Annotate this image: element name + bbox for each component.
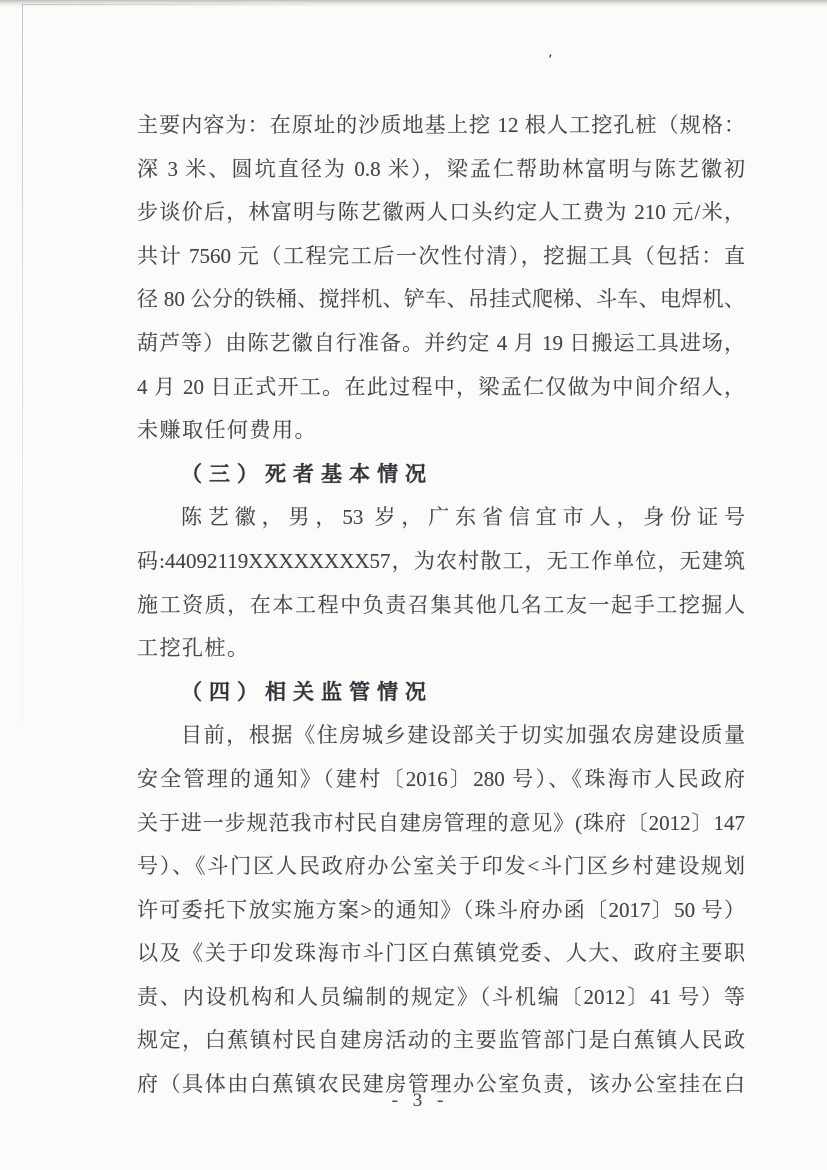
text-line: 葫芦等）由陈艺徽自行准备。并约定 4 月 19 日搬运工具进场，	[137, 330, 745, 355]
text-line: 步谈价后，林富明与陈艺徽两人口头约定人工费为 210 元/米，	[137, 200, 745, 225]
text-line: 许可委托下放实施方案>的通知》（珠斗府办函〔2017〕50 号）	[137, 897, 745, 922]
text-line: 责、内设机构和人员编制的规定》（斗机编〔2012〕41 号）等	[137, 984, 745, 1009]
text-line: 共计 7560 元（工程完工后一次性付清），挖掘工具（包括：直	[137, 243, 745, 268]
text-line: 以及《关于印发珠海市斗门区白蕉镇党委、人大、政府主要职	[137, 941, 745, 966]
page-number: - 3 -	[391, 1090, 449, 1111]
scan-speck-artifact: ’	[548, 53, 553, 69]
text-line: 码:44092119XXXXXXXX57，为农村散工，无工作单位，无建筑	[137, 548, 745, 573]
text-line: 未赚取任何费用。	[137, 418, 317, 443]
section-heading-4: （四）相关监管情况	[181, 679, 433, 704]
text-line: 关于进一步规范我市村民自建房管理的意见》(珠府〔2012〕147	[137, 810, 745, 835]
text-line: 施工资质，在本工程中负责召集其他几名工友一起手工挖掘人	[137, 592, 745, 617]
scan-left-page-edge	[22, 4, 23, 784]
scan-top-page-edge	[22, 4, 322, 5]
text-line: 深 3 米、圆坑直径为 0.8 米），梁孟仁帮助林富明与陈艺徽初	[137, 156, 745, 181]
text-line: 目前，根据《住房城乡建设部关于切实加强农房建设质量	[181, 723, 745, 748]
section-heading-3: （三）死者基本情况	[181, 461, 433, 486]
text-line: 府（具体由白蕉镇农民建房管理办公室负责，该办公室挂在白	[137, 1072, 745, 1097]
text-line: 规定，白蕉镇村民自建房活动的主要监管部门是白蕉镇人民政	[137, 1028, 745, 1053]
text-line: 号）、《斗门区人民政府办公室关于印发<斗门区乡村建设规划	[137, 854, 745, 879]
text-line: 安全管理的通知》（建村〔2016〕280 号）、《珠海市人民政府	[137, 766, 745, 791]
text-line: 径 80 公分的铁桶、搅拌机、铲车、吊挂式爬梯、斗车、电焊机、	[137, 287, 745, 312]
text-line: 工挖孔桩。	[137, 636, 250, 661]
text-line: 4 月 20 日正式开工。在此过程中，梁孟仁仅做为中间介绍人，	[137, 374, 745, 399]
text-line: 主要内容为：在原址的沙质地基上挖 12 根人工挖孔桩（规格：	[137, 113, 745, 137]
document-body	[137, 104, 745, 1107]
text-line: 陈艺徽，男，53 岁，广东省信宜市人，身份证号	[181, 505, 745, 530]
